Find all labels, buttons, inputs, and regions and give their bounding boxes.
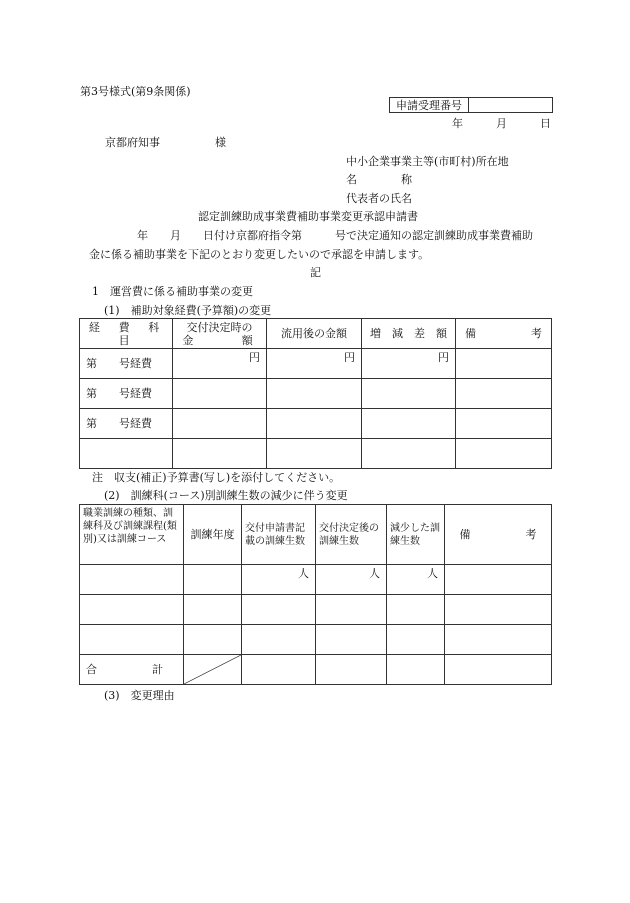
applicant-address-label: 中小企業事業主等(市町村)所在地: [346, 155, 509, 168]
col-header-decided: 交付決定時の 金 額: [173, 319, 267, 349]
table-row: [80, 349, 552, 379]
applicant-name-label: 名 称: [346, 173, 412, 186]
training-year-cell[interactable]: [184, 625, 242, 655]
table-row: [80, 439, 552, 469]
yen-unit: 円: [344, 351, 355, 364]
after-cell[interactable]: [267, 349, 362, 379]
table-row: [80, 625, 552, 655]
total-remarks-cell[interactable]: [445, 655, 552, 685]
decided-cell[interactable]: [316, 565, 387, 595]
total-decided-cell[interactable]: [316, 655, 387, 685]
yen-unit: 円: [438, 351, 449, 364]
receipt-number-field[interactable]: [469, 98, 553, 113]
subsection-1-heading: (1) 補助対象経費(予算額)の変更: [104, 304, 272, 317]
decided-cell[interactable]: [173, 349, 267, 379]
col-header-training-type: 職業訓練の種類、訓練科及び訓練課程(類別)又は訓練コース: [80, 505, 184, 565]
row-label: 第 号経費: [80, 409, 173, 439]
remarks-cell[interactable]: [445, 565, 552, 595]
training-year-cell[interactable]: [184, 565, 242, 595]
total-year-cell-slashed: [184, 655, 242, 685]
decided-cell[interactable]: [316, 595, 387, 625]
addressee: 京都府知事 様: [105, 136, 226, 149]
planned-cell[interactable]: [242, 625, 316, 655]
ki-mark: 記: [310, 266, 321, 279]
diff-cell[interactable]: [362, 409, 456, 439]
planned-cell[interactable]: [242, 565, 316, 595]
remarks-cell[interactable]: [445, 625, 552, 655]
receipt-number-box: [389, 97, 553, 113]
remarks-cell[interactable]: [456, 439, 552, 469]
after-cell[interactable]: [267, 379, 362, 409]
col-header-item: 経 費 科 目: [80, 319, 173, 349]
row-label: 第 号経費: [80, 379, 173, 409]
remarks-cell[interactable]: [445, 595, 552, 625]
table-row: [80, 565, 552, 595]
after-cell[interactable]: [267, 439, 362, 469]
subsection-2-heading: (2) 訓練科(コース)別訓練生数の減少に伴う変更: [104, 489, 348, 502]
reduced-cell[interactable]: [387, 565, 445, 595]
col-header-diff: 増 減 差 額: [362, 319, 456, 349]
planned-cell[interactable]: [242, 595, 316, 625]
training-type-cell[interactable]: [80, 625, 184, 655]
total-planned-cell[interactable]: [242, 655, 316, 685]
form-number: 第3号様式(第9条関係): [80, 85, 191, 98]
body-line-1: 年 月 日付け京都府指令第 号で決定通知の認定訓練助成事業費補助: [137, 229, 533, 242]
diff-cell[interactable]: [362, 439, 456, 469]
row-label: 第 号経費: [80, 349, 173, 379]
diagonal-slash: [184, 655, 241, 684]
col-header-remarks: 備 考: [445, 505, 552, 565]
subsection-3-heading: (3) 変更理由: [104, 689, 175, 702]
decided-cell[interactable]: [316, 625, 387, 655]
applicant-representative-label: 代表者の氏名: [346, 192, 412, 205]
decided-cell[interactable]: [173, 409, 267, 439]
col-header-reduced: 減少した訓練生数: [387, 505, 445, 565]
col-header-planned: 交付申請書記載の訓練生数: [242, 505, 316, 565]
remarks-cell[interactable]: [456, 409, 552, 439]
document-title: 認定訓練助成事業費補助事業変更承認申請書: [198, 210, 418, 223]
table-row: [80, 655, 552, 685]
diff-cell[interactable]: [362, 349, 456, 379]
reduced-cell[interactable]: [387, 595, 445, 625]
row-label: [80, 439, 173, 469]
training-type-cell[interactable]: [80, 565, 184, 595]
person-unit: 人: [298, 567, 309, 580]
col-header-remarks: 備 考: [456, 319, 552, 349]
body-line-2: 金に係る補助事業を下記のとおり変更したいので承認を申請します。: [89, 248, 430, 261]
decided-cell[interactable]: [173, 379, 267, 409]
yen-unit: 円: [249, 351, 260, 364]
section-1-heading: 1 運営費に係る補助事業の変更: [92, 285, 253, 298]
after-cell[interactable]: [267, 409, 362, 439]
person-unit: 人: [369, 567, 380, 580]
date-line: 年 月 日: [452, 117, 551, 130]
trainee-change-table: [79, 504, 552, 685]
decided-cell[interactable]: [173, 439, 267, 469]
table-row: [80, 379, 552, 409]
col-header-training-year: 訓練年度: [184, 505, 242, 565]
remarks-cell[interactable]: [456, 379, 552, 409]
col-header-decided: 交付決定後の訓練生数: [316, 505, 387, 565]
budget-change-table: [79, 318, 552, 469]
col-header-after: 流用後の金額: [267, 319, 362, 349]
reduced-cell[interactable]: [387, 625, 445, 655]
training-year-cell[interactable]: [184, 595, 242, 625]
diff-cell[interactable]: [362, 379, 456, 409]
person-unit: 人: [427, 567, 438, 580]
table-row: [80, 409, 552, 439]
total-reduced-cell[interactable]: [387, 655, 445, 685]
total-label: 合 計: [80, 655, 184, 685]
receipt-number-label: 申請受理番号: [390, 98, 469, 113]
attachment-note: 注 収支(補正)予算書(写し)を添付してください。: [92, 471, 341, 484]
table-row: [80, 595, 552, 625]
remarks-cell[interactable]: [456, 349, 552, 379]
training-type-cell[interactable]: [80, 595, 184, 625]
